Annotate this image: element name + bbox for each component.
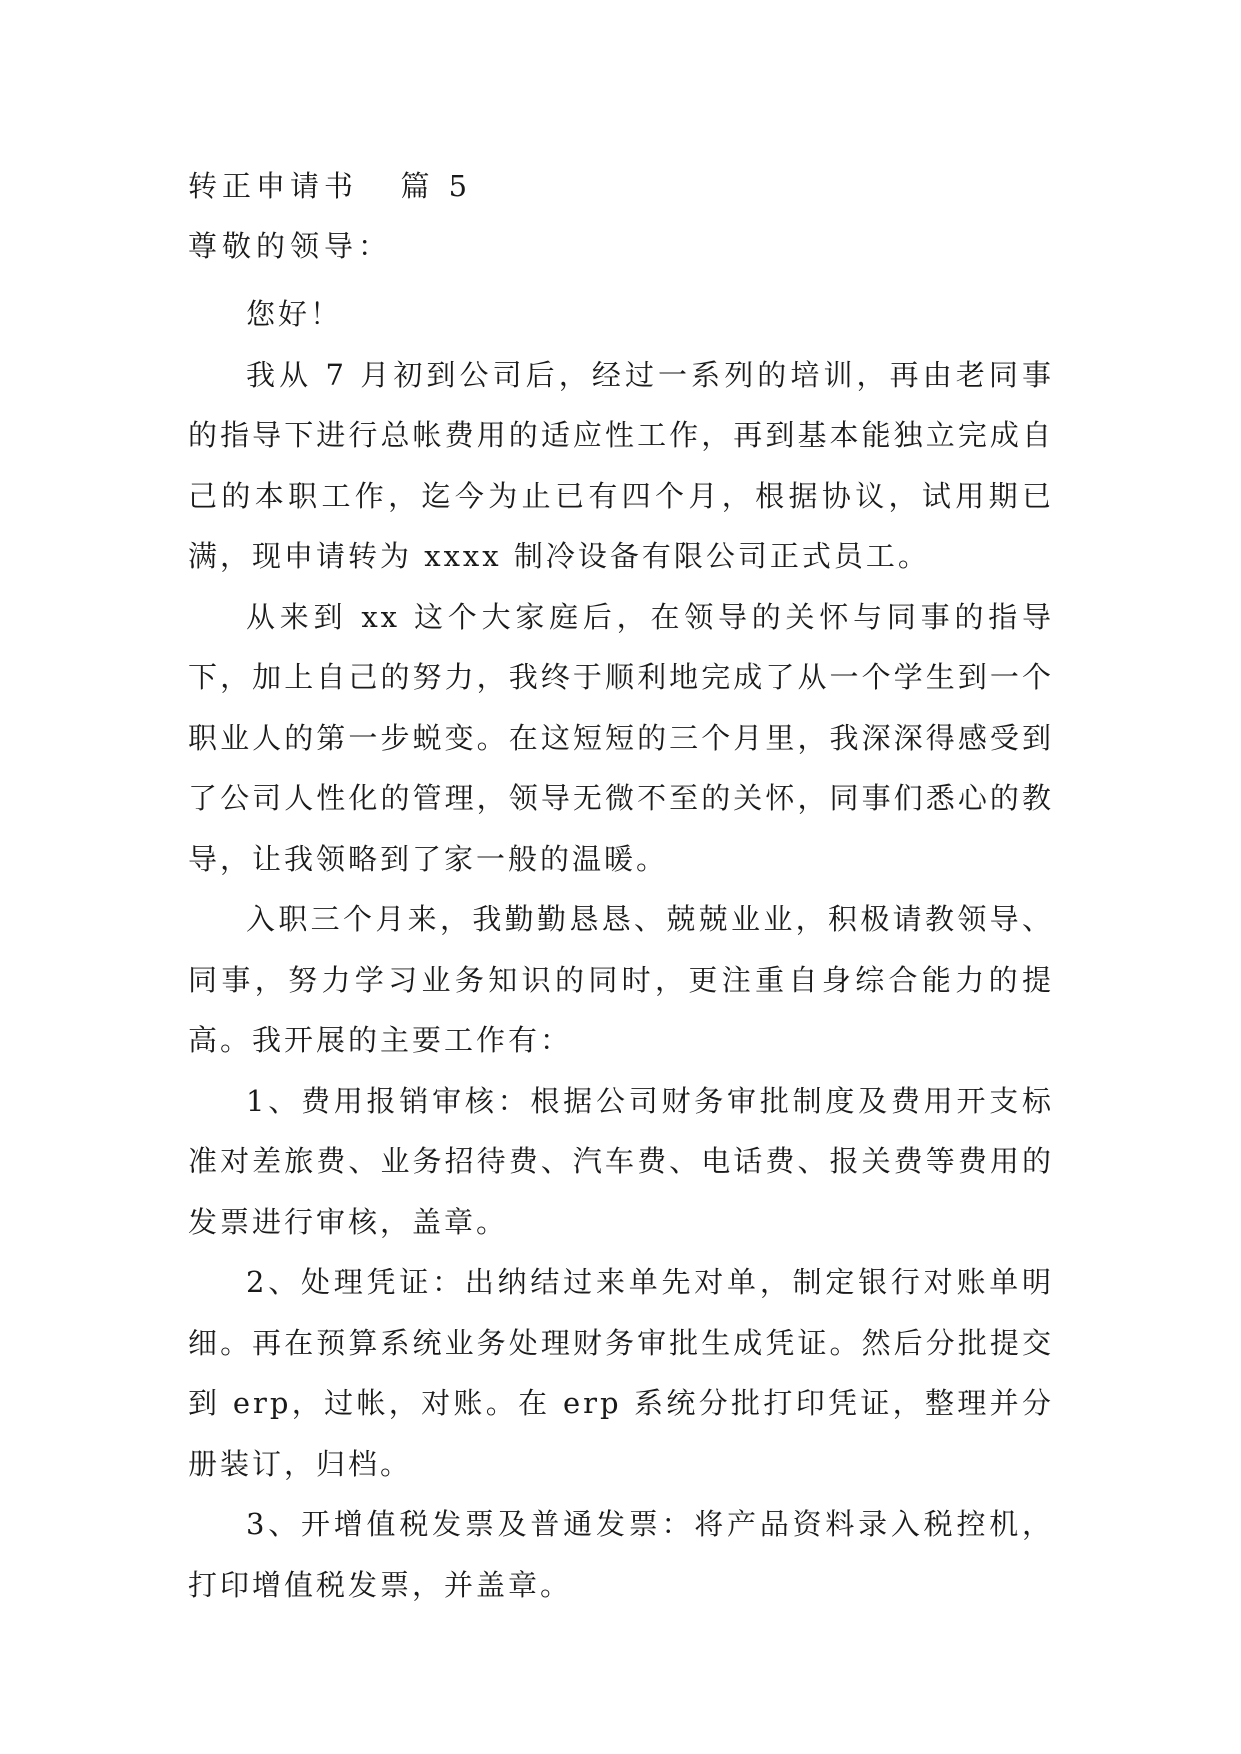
document-heading xyxy=(188,168,472,204)
salutation: 尊敬的领导： xyxy=(188,229,393,263)
document-section: 篇 5 xyxy=(400,169,473,203)
greeting: 您好！ xyxy=(246,297,343,331)
document-title: 转正申请书 xyxy=(188,169,359,203)
paragraph: 1、费用报销审核：根据公司财务审批制度及费用开支标准对差旅费、业务招待费、汽车费、电话费、报关费等费用的发票进行审核，盖章。 xyxy=(188,1083,1054,1239)
document-body xyxy=(188,284,1054,1615)
paragraph: 入职三个月来，我勤勤恳恳、兢兢业业，积极请教领导、同事，努力学习业务知识的同时，更注重自身综合能力的提高。我开展的主要工作有： xyxy=(188,902,1054,1057)
paragraph: 我从 7 月初到公司后，经过一系列的培训，再由老同事的指导下进行总帐费用的适应性工作，再到基本能独立完成自己的本职工作，迄今为止已有四个月，根据协议，试用期已满，现申请转为 xxxx 制冷设备有限公司正式员工。 xyxy=(188,357,1054,573)
paragraph: 从来到 xx 这个大家庭后，在领导的关怀与同事的指导下，加上自己的努力，我终于顺利地完成了从一个学生到一个职业人的第一步蜕变。在这短短的三个月里，我深深得感受到了公司人性化的管理，领导无微不至的关怀，同事们悉心的教导，让我领略到了家一般的温暖。 xyxy=(188,599,1054,876)
paragraph: 2、处理凭证：出纳结过来单先对单，制定银行对账单明细。再在预算系统业务处理财务审批生成凭证。然后分批提交到 erp，过帐，对账。在 erp 系统分批打印凭证，整理并分册装订，归档。 xyxy=(188,1265,1054,1481)
paragraph: 3、开增值税发票及普通发票：将产品资料录入税控机，打印增值税发票，并盖章。 xyxy=(188,1507,1054,1602)
